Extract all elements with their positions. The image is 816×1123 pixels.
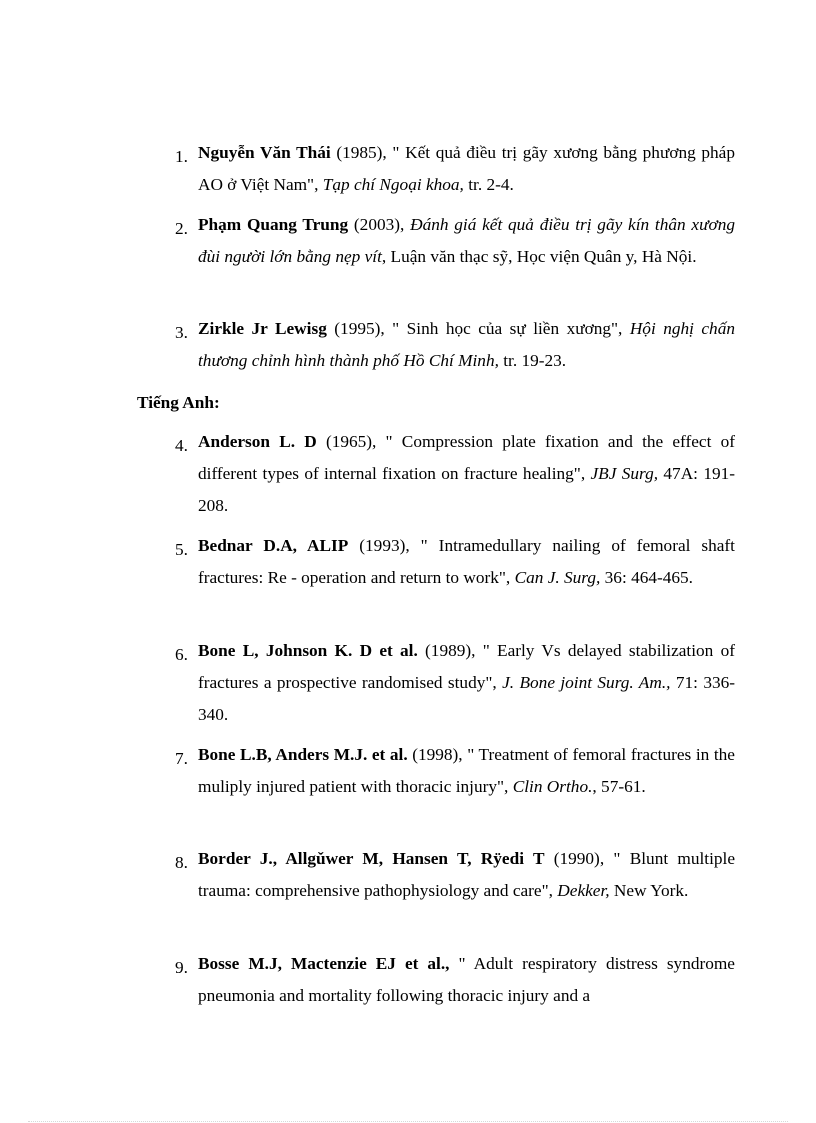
reference-source: Đánh giá kết quả điều trị gãy kín thân xương đùi người lớn bằng nẹp vít (198, 215, 735, 266)
reference-number: 7. (175, 749, 188, 768)
reference-author: Nguyễn Văn Thái (198, 143, 331, 162)
reference-year: (1989), (417, 641, 483, 660)
reference-number: 9. (175, 958, 188, 977)
reference-pages: New York. (609, 881, 689, 900)
reference-author: Bone L, Johnson K. D et al. (198, 641, 418, 660)
reference-year: (1990), (544, 849, 614, 868)
reference-author: Zirkle Jr Lewisg (198, 319, 327, 338)
reference-pages: , Luận văn thạc sỹ, Học viện Quân y, Hà Nội. (381, 247, 697, 266)
reference-item (175, 313, 735, 377)
reference-item (175, 530, 735, 594)
reference-pages: 71: 336-340. (198, 673, 736, 724)
reference-item (175, 426, 735, 522)
reference-item (175, 635, 735, 731)
reference-title: " Treatment of femoral fractures in the muliply injured patient with thoracic injury", (198, 745, 735, 796)
reference-item (175, 739, 735, 803)
page-bottom-divider (28, 1121, 788, 1122)
reference-number: 5. (175, 540, 188, 559)
reference-number: 6. (175, 645, 188, 664)
reference-number: 2. (175, 219, 188, 238)
reference-item (175, 948, 735, 1012)
reference-year: (1993), (348, 536, 421, 555)
reference-year: (2003), (348, 215, 411, 234)
reference-source: Tạp chí Ngoại khoa, (322, 175, 464, 194)
reference-author: Anderson L. D (198, 432, 317, 451)
reference-number: 4. (175, 436, 188, 455)
reference-source: Hội nghị chấn thương chỉnh hình thành phố Hồ Chí Minh, (198, 319, 735, 370)
reference-pages: 47A: 191-208. (198, 464, 735, 515)
reference-item (175, 209, 735, 273)
reference-title: " Blunt multiple trauma: comprehensive pathophysiology and care", (198, 849, 735, 900)
reference-year: (1985), (330, 143, 393, 162)
reference-year: (1995), (326, 319, 393, 338)
reference-title: " Compression plate fixation and the effect of different types of internal fixation on fracture healing", (198, 432, 735, 483)
reference-source: Can J. Surg, (514, 568, 601, 587)
reference-source: Dekker, (557, 881, 610, 900)
reference-number: 1. (175, 147, 188, 166)
section-heading: Tiếng Anh: (137, 393, 220, 412)
reference-item (175, 137, 735, 201)
reference-pages: 36: 464-465. (600, 568, 693, 587)
reference-title: " Sinh học của sự liền xương", (392, 319, 630, 338)
reference-title: " Adult respiratory distress syndrome pneumonia and mortality following thoracic injury and a (198, 954, 735, 1005)
reference-number: 3. (175, 323, 188, 342)
reference-source: Clin Ortho. (512, 777, 593, 796)
reference-author: Phạm Quang Trung (198, 215, 349, 234)
reference-number: 8. (175, 853, 188, 872)
reference-source: J. Bone joint Surg. Am., (502, 673, 671, 692)
reference-source: JBJ Surg, (590, 464, 659, 483)
reference-pages: tr. 2-4. (463, 175, 514, 194)
reference-title: " Early Vs delayed stabilization of fractures a prospective randomised study", (198, 641, 735, 692)
reference-title: " Intramedullary nailing of femoral shaft fractures: Re - operation and return to work", (198, 536, 735, 587)
reference-year (450, 954, 459, 973)
reference-author: Border J., Allgǔwer M, Hansen T, Rÿedi T (198, 849, 545, 868)
reference-year: (1965), (316, 432, 386, 451)
reference-author: Bednar D.A, ALIP (198, 536, 349, 555)
reference-pages: tr. 19-23. (498, 351, 567, 370)
reference-author: Bosse M.J, Mactenzie EJ et al., (198, 954, 450, 973)
reference-title: " Kết quả điều trị gãy xương bằng phương pháp AO ở Việt Nam", (198, 143, 735, 194)
reference-year: (1998), (407, 745, 468, 764)
reference-author: Bone L.B, Anders M.J. et al. (198, 745, 408, 764)
reference-item (175, 843, 735, 907)
reference-pages: , 57-61. (592, 777, 646, 796)
